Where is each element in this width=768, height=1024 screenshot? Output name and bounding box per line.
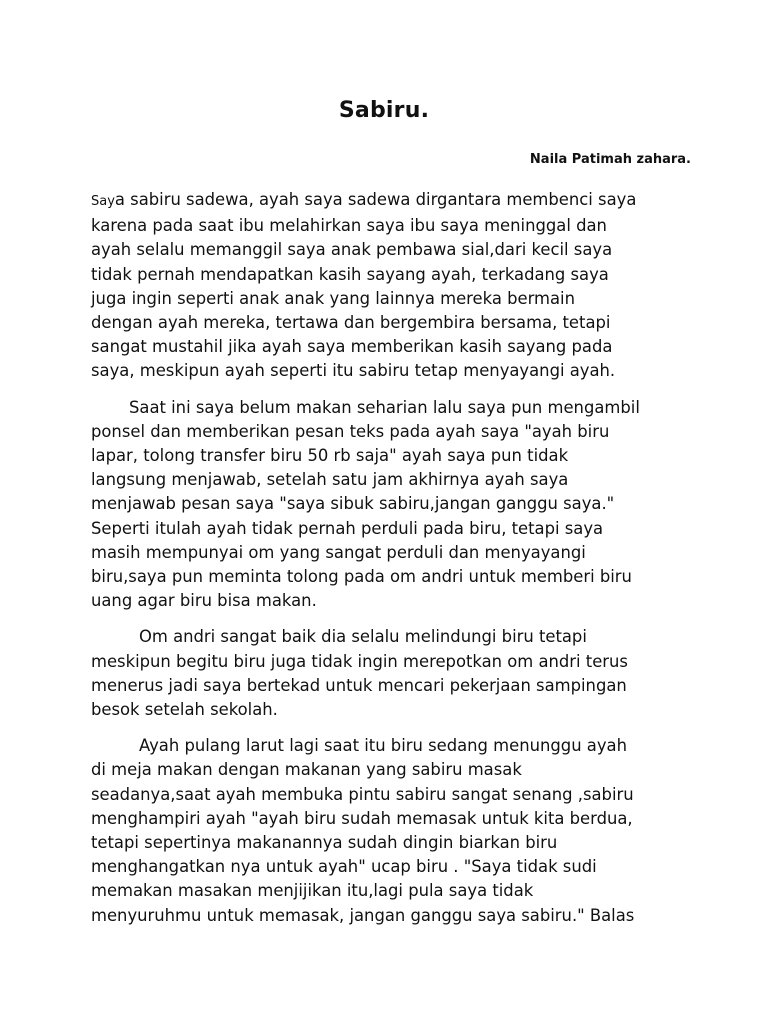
paragraph-1-line-1	[91, 188, 685, 214]
paragraph-2-line-1: Saat ini saya belum makan seharian lalu saya pun mengambil	[129, 397, 640, 417]
document-body	[91, 188, 685, 940]
paragraph-2-line-8: biru,saya pun meminta tolong pada om andri untuk memberi biru	[91, 567, 632, 587]
paragraph-3-line-3: menerus jadi saya bertekad untuk mencari pekerjaan sampingan	[91, 675, 627, 695]
paragraph-1-line-3: ayah selalu memanggil saya anak pembawa sial,dari kecil saya	[91, 240, 613, 260]
paragraph-1-line-1-text: a sabiru sadewa, ayah saya sadewa dirgantara membenci saya	[114, 190, 637, 209]
paragraph-4-line-1: Ayah pulang larut lagi saat itu biru sedang menunggu ayah	[139, 736, 627, 756]
paragraph-4-line-7: memakan masakan menjijikan itu,lagi pula saya tidak	[91, 881, 534, 901]
paragraph-2-line-9: uang agar biru bisa makan.	[91, 591, 317, 611]
paragraph-4	[91, 734, 685, 928]
paragraph-1-initial: Say	[91, 194, 115, 209]
paragraph-1-line-7: sangat mustahil jika ayah saya memberikan kasih sayang pada	[91, 337, 613, 357]
document-title: Sabiru.	[338, 98, 430, 123]
paragraph-2-line-5: menjawab pesan saya "saya sibuk sabiru,jangan ganggu saya."	[91, 494, 615, 514]
paragraph-2-line-4: langsung menjawab, setelah satu jam akhirnya ayah saya	[91, 470, 569, 490]
paragraph-3	[91, 625, 685, 722]
paragraph-1-line-4: tidak pernah mendapatkan kasih sayang ayah, terkadang saya	[91, 264, 609, 284]
paragraph-4-line-3: seadanya,saat ayah membuka pintu sabiru sangat senang ,sabiru	[91, 784, 634, 804]
document-author: Naila Patimah zahara.	[529, 152, 691, 167]
paragraph-3-line-2: meskipun begitu biru juga tidak ingin merepotkan om andri terus	[91, 651, 628, 671]
paragraph-1-line-8: saya, meskipun ayah seperti itu sabiru tetap menyayangi ayah.	[91, 361, 616, 381]
paragraph-4-line-2: di meja makan dengan makanan yang sabiru masak	[91, 760, 522, 780]
paragraph-3-line-4: besok setelah sekolah.	[91, 700, 278, 720]
paragraph-2-line-2: ponsel dan memberikan pesan teks pada ayah saya "ayah biru	[91, 421, 610, 441]
paragraph-4-line-4: menghampiri ayah "ayah biru sudah memasak untuk kita berdua,	[91, 808, 633, 828]
paragraph-1-line-2: karena pada saat ibu melahirkan saya ibu saya meninggal dan	[91, 216, 607, 236]
paragraph-3-line-1: Om andri sangat baik dia selalu melindungi biru tetapi	[139, 627, 587, 647]
paragraph-2-line-7: masih mempunyai om yang sangat perduli dan menyayangi	[91, 542, 586, 562]
paragraph-2	[91, 396, 685, 614]
paragraph-4-line-8: menyuruhmu untuk memasak, jangan ganggu saya sabiru." Balas	[91, 905, 635, 925]
paragraph-4-line-6: menghangatkan nya untuk ayah" ucap biru . "Saya tidak sudi	[91, 857, 597, 877]
paragraph-4-line-5: tetapi sepertinya makanannya sudah dingin biarkan biru	[91, 833, 558, 853]
paragraph-1	[91, 188, 685, 384]
paragraph-2-line-6: Seperti itulah ayah tidak pernah perduli pada biru, tetapi saya	[91, 518, 604, 538]
paragraph-1-line-5: juga ingin seperti anak anak yang lainnya mereka bermain	[91, 288, 575, 308]
paragraph-1-line-6: dengan ayah mereka, tertawa dan bergembira bersama, tetapi	[91, 313, 611, 333]
paragraph-2-line-3: lapar, tolong transfer biru 50 rb saja" ayah saya pun tidak	[91, 446, 569, 466]
